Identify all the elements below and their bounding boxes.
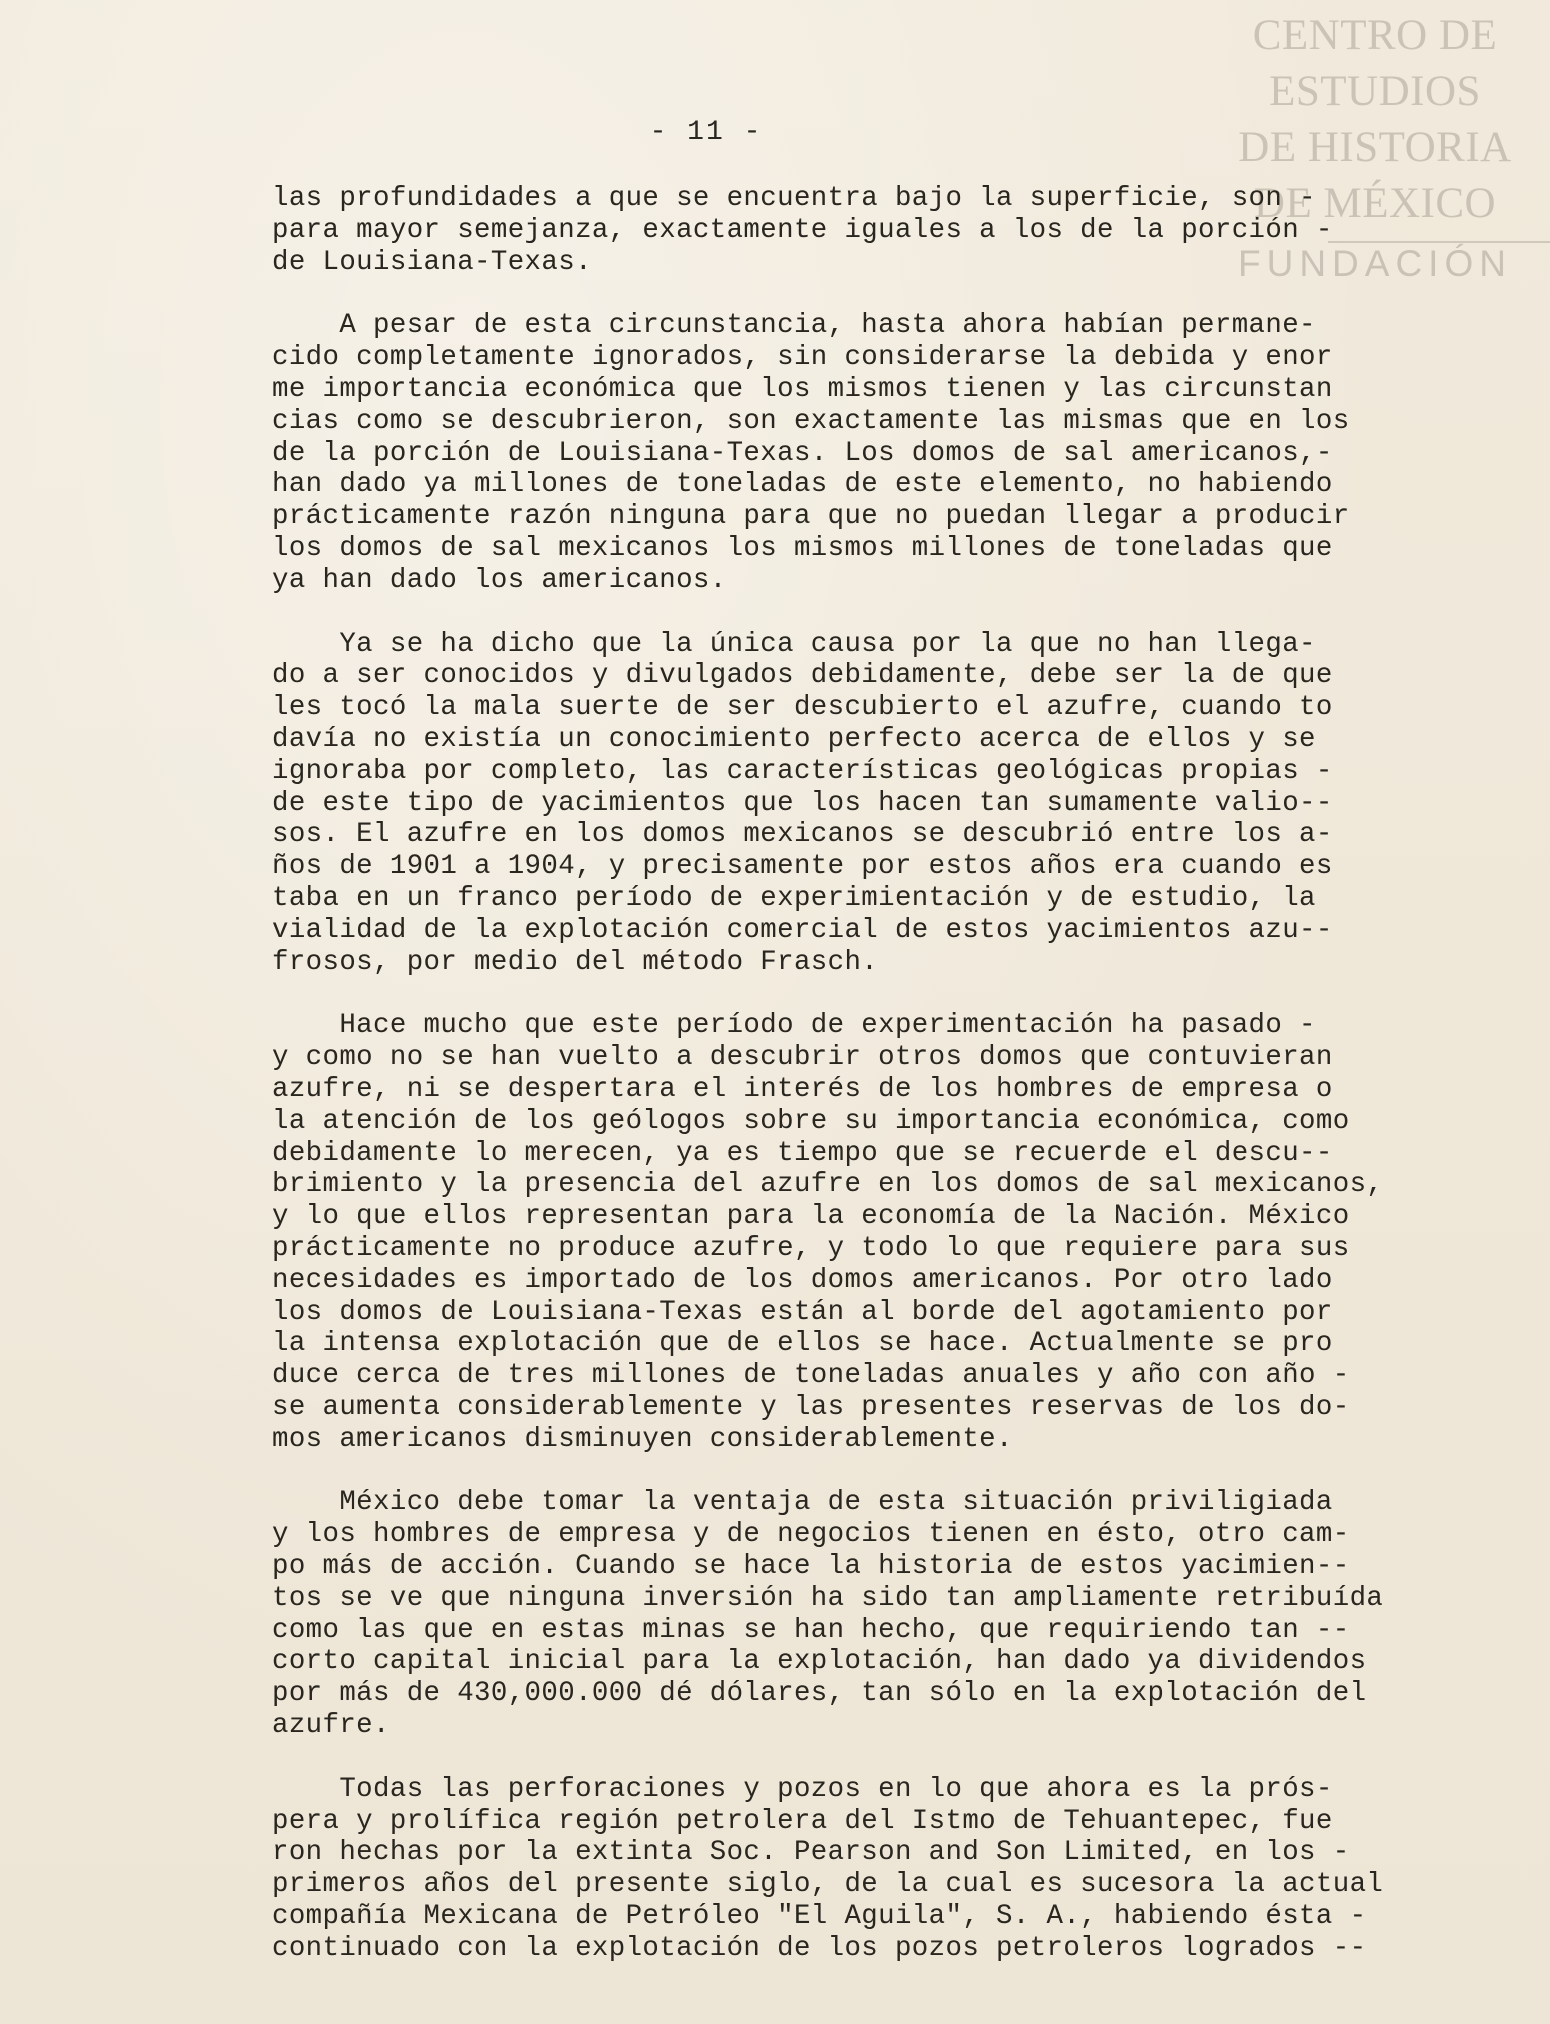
text-line: debidamente lo merecen, ya es tiempo que se recuerde el descu--: [272, 1137, 1333, 1169]
text-line: y los hombres de empresa y de negocios tienen en ésto, otro cam-: [272, 1519, 1350, 1551]
text-line: cias como se descubrieron, son exactamente las mismas que en los: [272, 405, 1350, 437]
watermark-line: DE MÉXICO: [1253, 180, 1497, 227]
text-line: y lo que ellos representan para la economía de la Nación. México: [272, 1201, 1350, 1233]
text-line: para mayor semejanza, exactamente iguales a los de la porción -: [272, 214, 1333, 246]
paragraph: [272, 1774, 1502, 1965]
text-line: se aumenta considerablemente y las presentes reservas de los do-: [272, 1391, 1350, 1423]
paragraph: [272, 183, 1502, 278]
text-line: las profundidades a que se encuentra bajo la superficie, son -: [272, 183, 1316, 214]
text-line: la intensa explotación que de ellos se hace. Actualmente se pro: [272, 1328, 1333, 1360]
text-line: davía no existía un conocimiento perfecto acerca de ellos y se: [272, 723, 1316, 755]
text-line: primeros años del presente siglo, de la cual es sucesora la actual: [272, 1869, 1384, 1901]
text-line: ya han dado los americanos.: [272, 564, 727, 596]
text-line: brimiento y la presencia del azufre en los domos de sal mexicanos,: [272, 1169, 1384, 1201]
text-line: A pesar de esta circunstancia, hasta ahora habían permane-: [272, 310, 1316, 342]
text-line: vialidad de la explotación comercial de estos yacimientos azu--: [272, 914, 1333, 946]
watermark-line: CENTRO DE: [1252, 12, 1498, 59]
text-line: Todas las perforaciones y pozos en lo que ahora es la prós-: [272, 1773, 1333, 1805]
text-line: sos. El azufre en los domos mexicanos se descubrió entre los a-: [272, 819, 1333, 851]
text-line: Hace mucho que este período de experimentación ha pasado -: [272, 1010, 1316, 1042]
text-line: continuado con la explotación de los pozos petroleros logrados --: [272, 1932, 1367, 1964]
text-line: do a ser conocidos y divulgados debidamente, debe ser la de que: [272, 660, 1333, 692]
text-line: Ya se ha dicho que la única causa por la que no han llega-: [272, 628, 1316, 660]
text-line: los domos de Louisiana-Texas están al borde del agotamiento por: [272, 1296, 1333, 1328]
text-line: de la porción de Louisiana-Texas. Los domos de sal americanos,-: [272, 437, 1333, 469]
text-line: corto capital inicial para la explotación, han dado ya dividendos: [272, 1646, 1367, 1678]
text-line: me importancia económica que los mismos tienen y las circunstan: [272, 373, 1333, 405]
text-line: frosos, por medio del método Frasch.: [272, 946, 879, 978]
watermark-line: ESTUDIOS: [1269, 68, 1481, 115]
text-line: prácticamente razón ninguna para que no puedan llegar a producir: [272, 501, 1350, 533]
paragraph: [272, 1487, 1502, 1741]
text-line: tos se ve que ninguna inversión ha sido tan ampliamente retribuída: [272, 1582, 1384, 1614]
text-line: azufre.: [272, 1710, 390, 1742]
paragraph: [272, 629, 1502, 979]
text-line: como las que en estas minas se han hecho, que requiriendo tan --: [272, 1614, 1350, 1646]
watermark-line: FUNDACIÓN: [1238, 243, 1512, 284]
text-line: los domos de sal mexicanos los mismos millones de toneladas que: [272, 532, 1333, 564]
text-line: de Louisiana-Texas.: [272, 246, 592, 278]
text-line: México debe tomar la ventaja de esta situación priviligiada: [272, 1487, 1333, 1519]
text-line: la atención de los geólogos sobre su importancia económica, como: [272, 1105, 1350, 1137]
text-line: por más de 430,000.000 dé dólares, tan sólo en la explotación del: [272, 1678, 1367, 1710]
text-line: ños de 1901 a 1904, y precisamente por estos años era cuando es: [272, 851, 1333, 883]
text-line: necesidades es importado de los domos americanos. Por otro lado: [272, 1264, 1333, 1296]
text-line: pera y prolífica región petrolera del Istmo de Tehuantepec, fue: [272, 1805, 1333, 1837]
text-line: azufre, ni se despertara el interés de los hombres de empresa o: [272, 1073, 1333, 1105]
text-line: po más de acción. Cuando se hace la historia de estos yacimien--: [272, 1551, 1350, 1583]
text-line: de este tipo de yacimientos que los hacen tan sumamente valio--: [272, 787, 1333, 819]
text-line: duce cerca de tres millones de toneladas anuales y año con año -: [272, 1360, 1350, 1392]
text-line: prácticamente no produce azufre, y todo lo que requiere para sus: [272, 1232, 1350, 1264]
text-line: ignoraba por completo, las características geológicas propias -: [272, 755, 1333, 787]
paragraph: [272, 310, 1502, 596]
text-line: les tocó la mala suerte de ser descubierto el azufre, cuando to: [272, 692, 1333, 724]
text-line: compañía Mexicana de Petróleo "El Aguila", S. A., habiendo ésta -: [272, 1901, 1367, 1933]
body-text: [272, 183, 1502, 1997]
text-line: y como no se han vuelto a descubrir otros domos que contuvieran: [272, 1042, 1333, 1074]
text-line: ron hechas por la extinta Soc. Pearson and Son Limited, en los -: [272, 1837, 1350, 1869]
watermark-line: DE HISTORIA: [1238, 124, 1512, 171]
text-line: cido completamente ignorados, sin considerarse la debida y enor: [272, 342, 1333, 374]
text-line: mos americanos disminuyen considerablemente.: [272, 1423, 1013, 1455]
text-line: taba en un franco período de experimientación y de estudio, la: [272, 882, 1316, 914]
paragraph: [272, 1010, 1502, 1455]
text-line: han dado ya millones de toneladas de este elemento, no habiendo: [272, 469, 1333, 501]
page-number: - 11 -: [649, 117, 763, 148]
